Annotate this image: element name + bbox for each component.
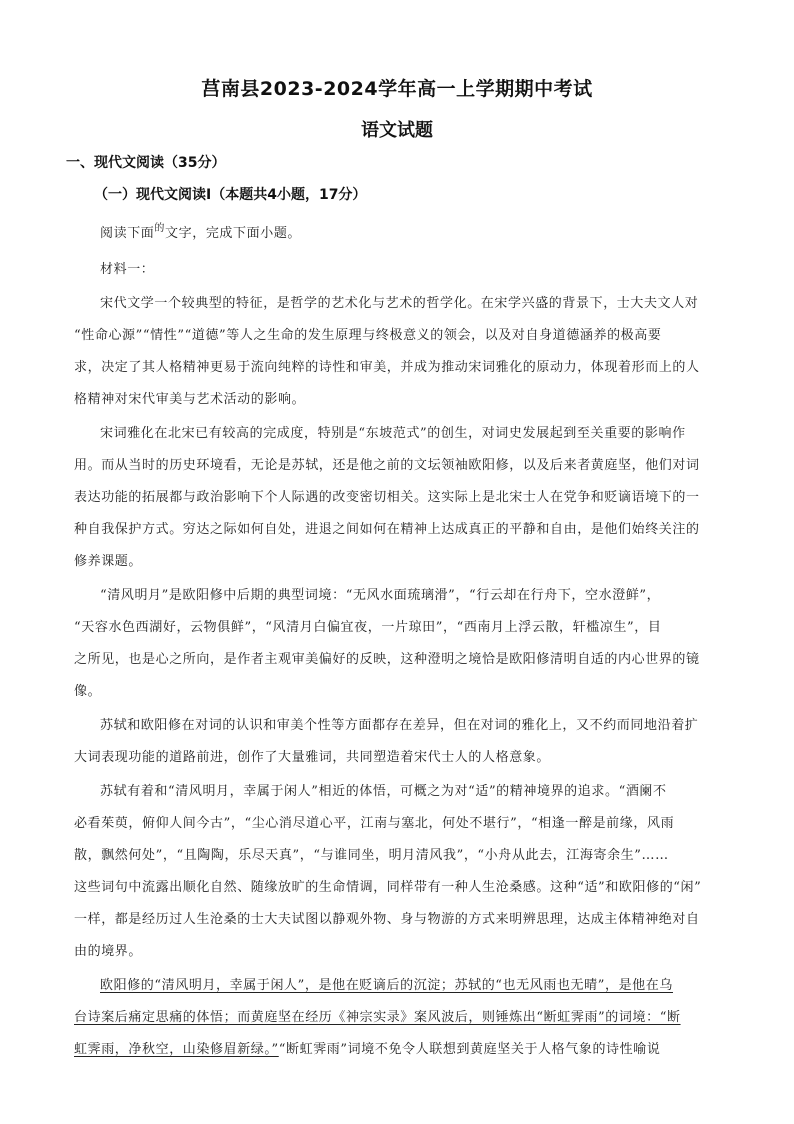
underlined-line: 台诗案后痛定思痛的体悟；而黄庭坚在经历《神宗实录》案风波后，则锤炼出“断虹霁雨”的词境：“断	[74, 1010, 681, 1025]
exam-subtitle: 语文试题	[361, 120, 433, 141]
text-line: 像。	[74, 684, 102, 699]
subsection-heading: （一）现代文阅读Ⅰ（本题共4小题，17分）	[94, 187, 367, 203]
text-line: 必看茱萸，俯仰人间今古”，“尘心消尽道心平，江南与塞北，何处不堪行”，“相逢一醉是前缘，风雨	[74, 816, 675, 831]
text-line: “性命心源”“情性”“道德”等人之生命的发生原理与终极意义的领会，以及对自身道德涵养的极高要	[74, 328, 662, 343]
text-line: 宋词雅化在北宋已有较高的完成度，特别是“东坡范式”的创生，对词史发展起到至关重要的影响作	[100, 426, 686, 441]
underlined-line: 欧阳修的“清风明月，幸属于闲人”，是他在贬谪后的沉淀；苏轼的“也无风雨也无晴”，是他在乌	[100, 978, 673, 993]
underlined-fragment: 虹霁雨，净秋空，山染修眉新绿。”	[74, 1042, 279, 1057]
instruction-text	[100, 222, 301, 241]
instruction-post: 文字，完成下面小题。	[165, 226, 302, 241]
text-line: 种自我保护方式。穷达之际如何自处，进退之间如何在精神上达成真正的平静和自由，是他们始终关注的	[74, 522, 700, 537]
text-line: 用。而从当时的历史环境看，无论是苏轼，还是他之前的文坛领袖欧阳修，以及后来者黄庭坚，他们对词	[74, 458, 700, 473]
text-line: 大词表现功能的道路前进，创作了大量雅词，共同塑造着宋代士人的人格意象。	[74, 750, 551, 765]
text-line: 求，决定了其人格精神更易于流向纯粹的诗性和审美，并成为推动宋词雅化的原动力，体现着形而上的人	[74, 360, 700, 375]
text-line	[74, 1038, 660, 1057]
text-line: 散，飘然何处”，“且陶陶，乐尽天真”，“与谁同坐，明月清风我”，“小舟从此去，江海寄余生”……	[74, 848, 669, 863]
text-line: 宋代文学一个较典型的特征，是哲学的艺术化与艺术的哲学化。在宋学兴盛的背景下，士大夫文人对	[100, 296, 699, 311]
text-line: 之所见，也是心之所向，是作者主观审美偏好的反映，这种澄明之境恰是欧阳修清明自适的内心世界的镜	[74, 652, 700, 667]
text-line: 修养课题。	[74, 554, 143, 569]
text-fragment: “断虹霁雨”词境不免令人联想到黄庭坚关于人格气象的诗性喻说	[278, 1042, 661, 1057]
text-line: 由的境界。	[74, 944, 143, 959]
material-label: 材料一：	[100, 262, 155, 277]
section-heading: 一、现代文阅读（35分）	[66, 155, 226, 171]
text-line: 苏轼和欧阳修在对词的认识和审美个性等方面都存在差异，但在对词的雅化上，又不约而同地沿着扩	[100, 718, 699, 733]
text-line: 表达功能的拓展都与政治影响下个人际遇的改变密切相关。这实际上是北宋士人在党争和贬谪语境下的一	[74, 490, 700, 505]
text-line: 一样，都是经历过人生沧桑的士大夫试图以静观外物、身与物游的方式来明辨思理，达成主体精神绝对自	[74, 912, 700, 927]
instruction-sup: 的	[154, 223, 166, 234]
text-line: “清风明月”是欧阳修中后期的典型词境：“无风水面琉璃滑”，“行云却在行舟下，空水澄鲜”，	[100, 588, 661, 603]
exam-title: 莒南县2023-2024学年高一上学期期中考试	[201, 78, 593, 100]
text-line: 苏轼有着和“清风明月，幸属于闲人”相近的体悟，可概之为对“适”的精神境界的追求。“酒阑不	[100, 784, 667, 799]
text-line: “天容水色西湖好，云物俱鲜”，“风清月白偏宜夜，一片琼田”，“西南月上浮云散，轩槛凉生”，目	[74, 620, 662, 635]
text-line: 这些词句中流露出顺化自然、随缘放旷的生命情调，同样带有一种人生沧桑感。这种“适”和欧阳修的“闲”	[74, 880, 702, 895]
text-line: 格精神对宋代审美与艺术活动的影响。	[74, 392, 306, 407]
instruction-pre: 阅读下面	[100, 226, 155, 241]
